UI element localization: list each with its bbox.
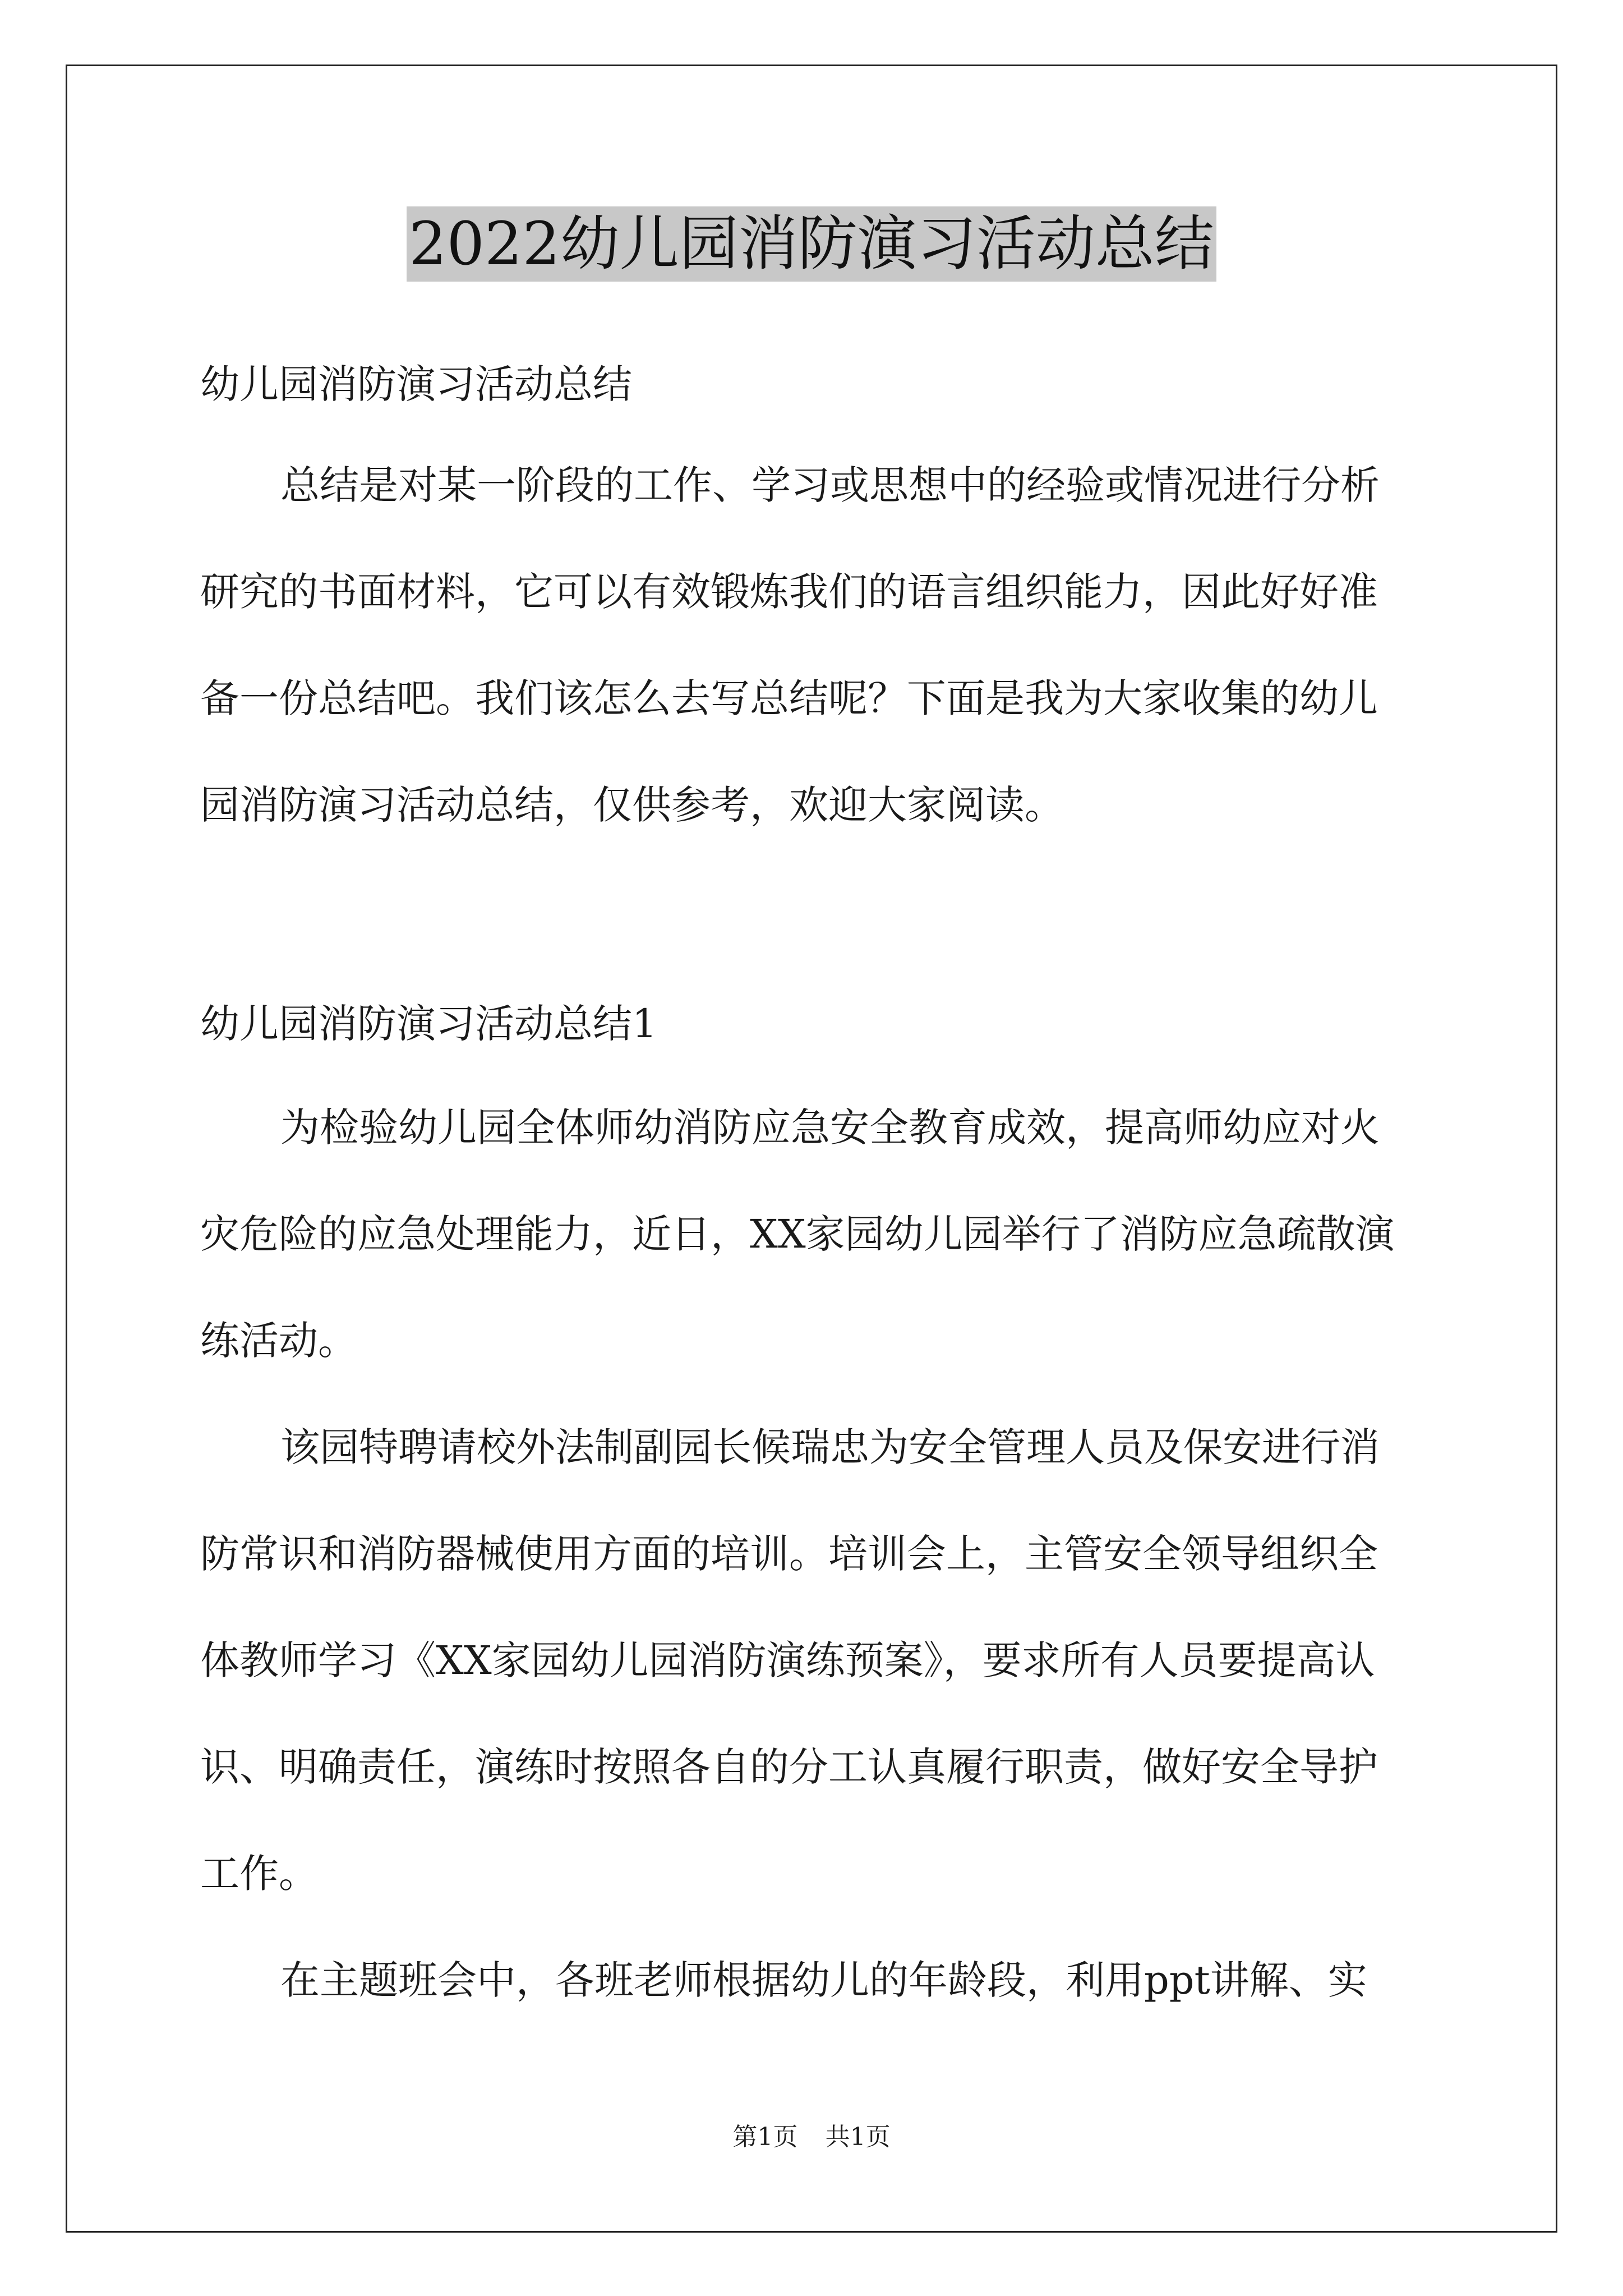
paragraph-line: 练活动。 [200, 1318, 357, 1364]
paragraph-line: 体教师学习《XX家园幼儿园消防演练预案》，要求所有人员要提高认 [200, 1637, 1375, 1683]
paragraph-line: 工作。 [200, 1851, 318, 1897]
subtitle: 幼儿园消防演习活动总结 [200, 361, 632, 407]
paragraph-line: 识、明确责任，演练时按照各自的分工认真履行职责，做好安全导护 [200, 1744, 1378, 1790]
document-title: 2022幼儿园消防演习活动总结 [407, 206, 1216, 282]
paragraph-line: 在主题班会中，各班老师根据幼儿的年龄段，利用ppt讲解、实 [280, 1957, 1367, 2003]
page-footer: 第1页 共1页 [732, 2123, 891, 2151]
paragraph-line: 备一份总结吧。我们该怎么去写总结呢？下面是我为大家收集的幼儿 [200, 675, 1378, 721]
document-title-block [0, 206, 1623, 282]
paragraph-line: 该园特聘请校外法制副园长候瑞忠为安全管理人员及保安进行消 [280, 1424, 1380, 1470]
paragraph-line: 灾危险的应急处理能力，近日，XX家园幼儿园举行了消防应急疏散演 [200, 1211, 1395, 1257]
section-heading: 幼儿园消防演习活动总结1 [200, 1001, 657, 1047]
paragraph-line: 为检验幼儿园全体师幼消防应急安全教育成效，提高师幼应对火 [280, 1105, 1380, 1151]
paragraph-line: 园消防演习活动总结，仅供参考，欢迎大家阅读。 [200, 782, 1064, 828]
paragraph-line: 总结是对某一阶段的工作、学习或思想中的经验或情况进行分析 [280, 462, 1380, 508]
paragraph-line: 研究的书面材料，它可以有效锻炼我们的语言组织能力，因此好好准 [200, 569, 1378, 615]
paragraph-line: 防常识和消防器械使用方面的培训。培训会上，主管安全领导组织全 [200, 1531, 1378, 1577]
